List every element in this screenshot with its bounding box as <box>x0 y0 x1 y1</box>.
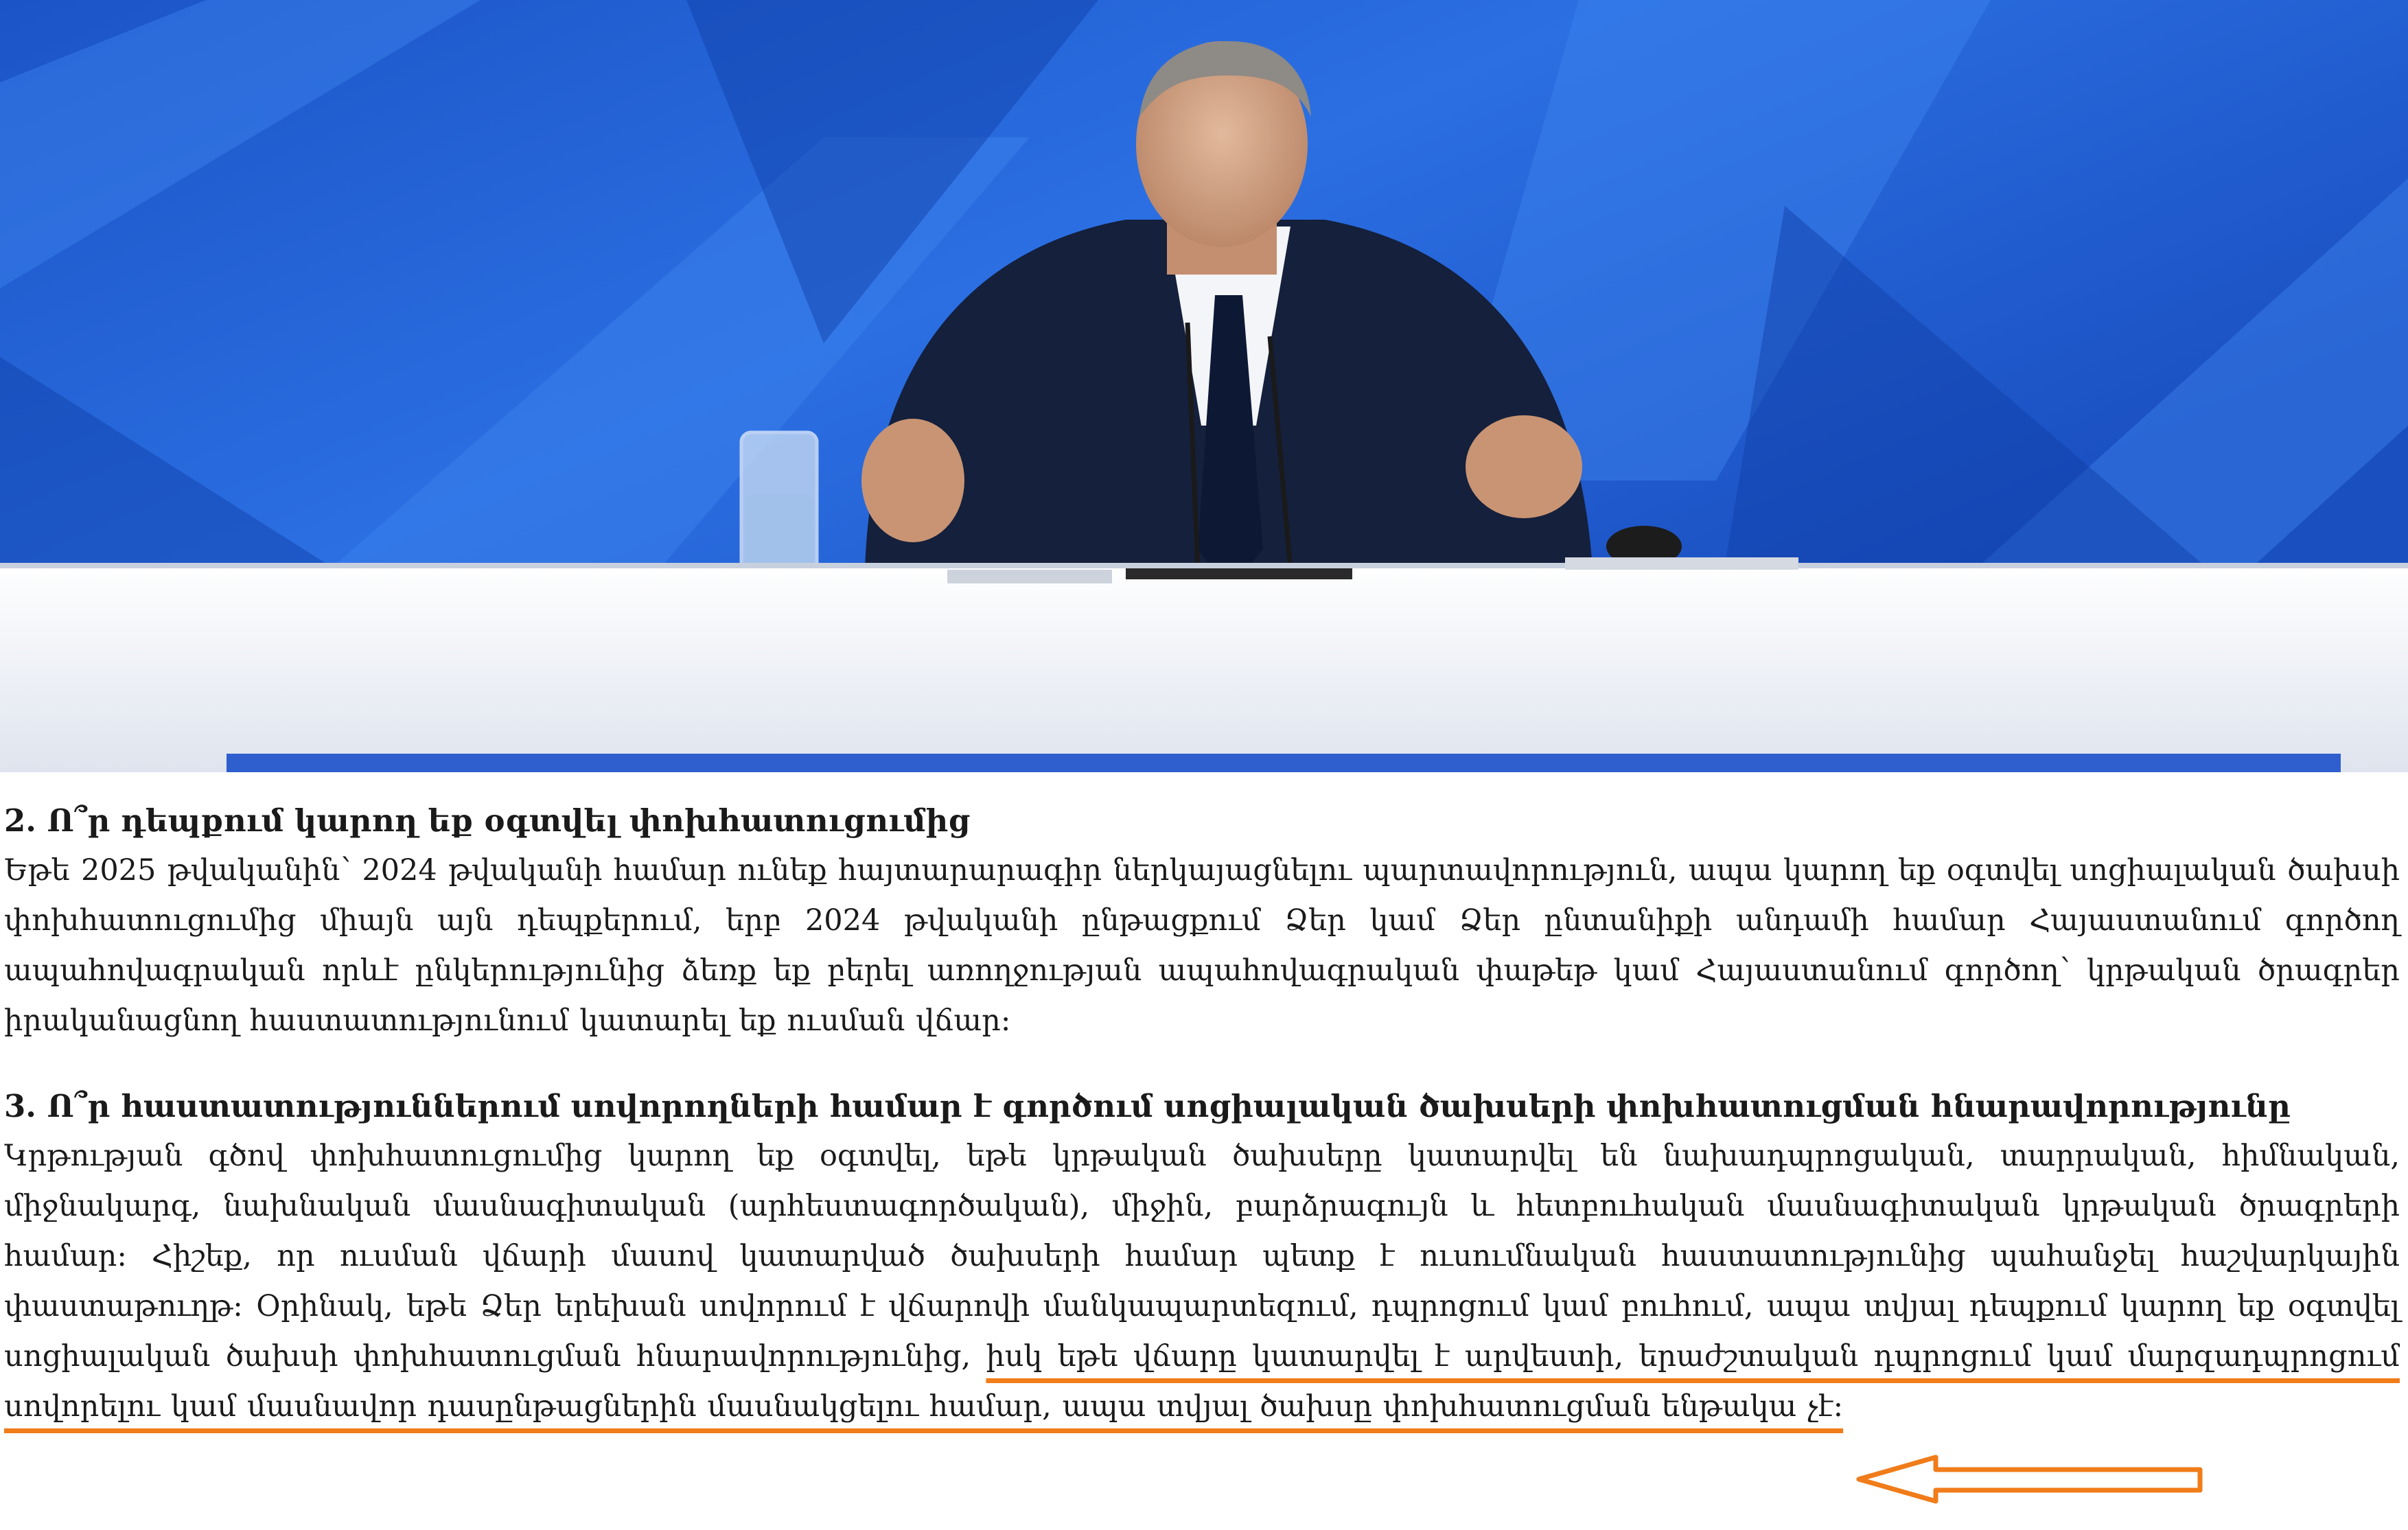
section-3-body-plain: Կրթության գծով փոխհատուցումից կարող եք օգտվել, եթե կրթական ծախսերը կատարվել են նախադպրոցական, տարրական, հիմնական, միջնակարգ, նախնական մասնագիտական (արհեստագործական), միջին, բարձրագույն և հետբուհական մասնագիտական կրթական ծրագրերի համար: Հիշեք, որ ուսման վճարի մասով կատարված ծախսերի համար պետք է ուսումնական հաստատությունից պահանջել հաշվարկային փաստաթուղթ: Օրինակ, եթե Ձեր երեխան սովորում է վճարովի մանկապարտեզում, դպրոցում կամ բուհում, ապա տվյալ դեպքում կարող եք օգտվել սոցիալական ծախսի փոխհատուցման հնարավորությունից, <box>4 1139 2400 1373</box>
article <box>4 796 2400 1432</box>
section-2-body: Եթե 2025 թվականին՝ 2024 թվականի համար ունեք հայտարարագիր ներկայացնելու պարտավորություն, ապա կարող եք օգտվել սոցիալական ծախսի փոխհատուցումից միայն այն դեպքերում, երբ 2024 թվականի ընթացքում Ձեր կամ Ձեր ընտանիքի անդամի համար Հայաստանում գործող ապահովագրական որևէ ընկերությունից ձեռք եք բերել առողջության ապահովագրական փաթեթ կամ Հայաստանում գործող՝ կրթական ծրագրեր իրականացնող հաստատությունում կատարել եք ուսման վճար: <box>4 853 2400 1038</box>
section-2-heading: 2. Ո՞ր դեպքում կարող եք օգտվել փոխհատուցումից <box>4 802 971 839</box>
section-3-heading: 3. Ո՞ր հաստատություններում սովորողների համար է գործում սոցիալական ծախսերի փոխհատուցման հնարավորությունը <box>4 1088 2291 1124</box>
left-arrow-icon <box>1853 1452 2210 1507</box>
water-glass <box>741 432 817 577</box>
accent-strip <box>227 754 2341 772</box>
highlighted-sentence: իսկ եթե վճարը կատարվել է արվեստի, երաժշտական դպրոցում կամ մարզադպրոցում սովորելու կամ մասնավոր դասընթացներին մասնակցելու համար, ապա տվյալ ծախսը փոխհատուցման ենթակա չէ: <box>4 1339 2400 1424</box>
section-3-body <box>4 1131 2400 1432</box>
section-2 <box>4 796 2400 1046</box>
section-3 <box>4 1082 2400 1432</box>
desk <box>0 563 2408 772</box>
